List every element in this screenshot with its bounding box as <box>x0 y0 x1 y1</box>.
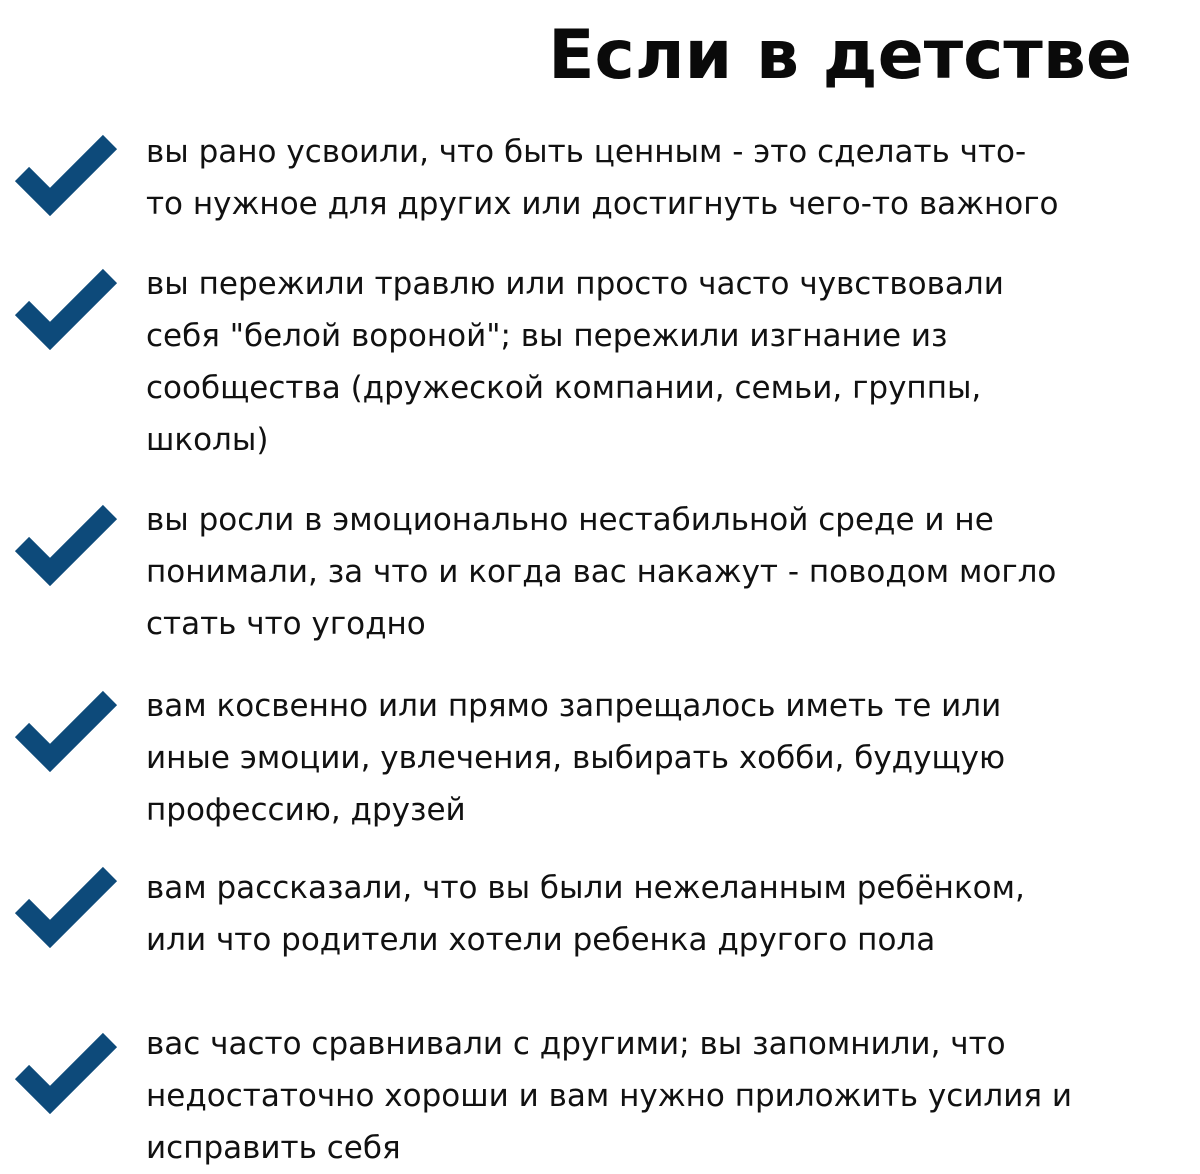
list-item-text: вам рассказали, что вы были нежеланным ребёнком, или что родители хотели ребенка другого пола <box>146 870 1025 958</box>
checkmark-icon <box>14 1030 118 1114</box>
checkmark-icon <box>14 266 118 350</box>
list-item-text: вы росли в эмоционально нестабильной среде и не понимали, за что и когда вас накажут - поводом могло стать что угодно <box>146 502 1057 642</box>
checkmark-icon <box>14 688 118 772</box>
page-title: Если в детстве <box>548 16 1132 95</box>
list-item-text: вас часто сравнивали с другими; вы запомнили, что недостаточно хороши и вам нужно приложить усилия и исправить себя <box>146 1026 1073 1166</box>
checkmark-icon <box>14 502 118 586</box>
list-item-text: вы пережили травлю или просто часто чувствовали себя "белой вороной"; вы пережили изгнание из сообщества (дружеской компании, семьи, группы, школы) <box>146 266 1004 458</box>
list-item-text: вам косвенно или прямо запрещалось иметь те или иные эмоции, увлечения, выбирать хобби, будущую профессию, друзей <box>146 688 1006 828</box>
checkmark-icon <box>14 864 118 948</box>
checkmark-icon <box>14 132 118 216</box>
list-item-text: вы рано усвоили, что быть ценным - это сделать что- то нужное для других или достигнуть чего-то важного <box>146 134 1059 222</box>
